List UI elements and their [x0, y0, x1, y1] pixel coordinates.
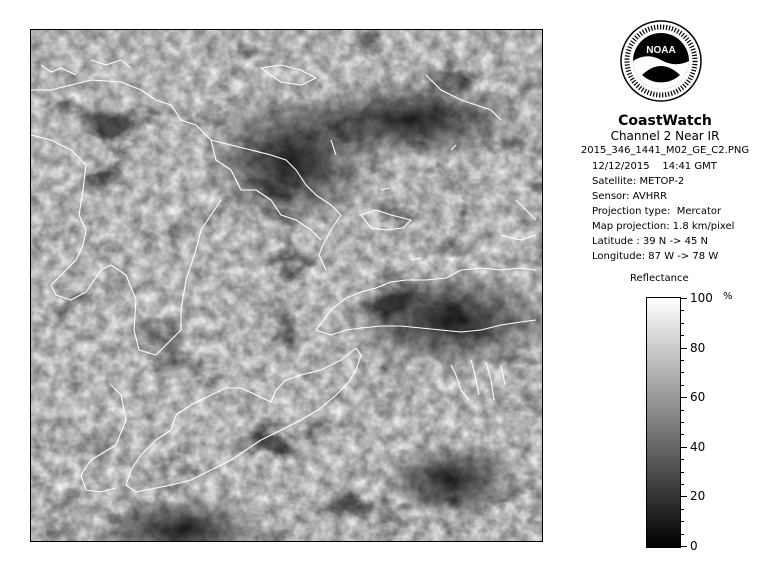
metadata-satellite: Satellite: METOP-2 — [592, 176, 685, 187]
metadata-datetime: 12/12/2015 14:41 GMT — [592, 161, 717, 172]
colorbar-tick-label: 80 — [690, 340, 706, 355]
colorbar-tick-label: 40 — [690, 439, 706, 454]
satellite-image — [30, 29, 543, 542]
colorbar-tick-label: 20 — [690, 489, 706, 504]
metadata-latitude: Latitude : 39 N -> 45 N — [592, 236, 708, 247]
channel-subtitle: Channel 2 Near IR — [610, 129, 720, 143]
legend-title: Reflectance — [630, 273, 689, 284]
colorbar-major-tick — [681, 496, 687, 497]
reflectance-colorbar — [646, 297, 681, 548]
colorbar-tick-label: 0 — [690, 539, 698, 553]
colorbar-minor-tick — [681, 310, 684, 311]
colorbar-major-tick — [681, 298, 687, 299]
colorbar-minor-tick — [681, 434, 684, 435]
colorbar-minor-tick — [681, 372, 684, 373]
colorbar-minor-tick — [681, 534, 684, 535]
colorbar-minor-tick — [681, 410, 684, 411]
colorbar-major-tick — [681, 447, 687, 448]
metadata-sensor: Sensor: AVHRR — [592, 191, 668, 202]
colorbar-minor-tick — [681, 335, 684, 336]
colorbar-tick-label: 100 — [690, 291, 713, 305]
colorbar-minor-tick — [681, 509, 684, 510]
metadata-projection-type: Projection type: Mercator — [592, 206, 722, 217]
colorbar-minor-tick — [681, 323, 684, 324]
colorbar-minor-tick — [681, 472, 684, 473]
colorbar-minor-tick — [681, 422, 684, 423]
logo-text: NOAA — [646, 45, 676, 56]
colorbar-minor-tick — [681, 360, 684, 361]
metadata-map-projection: Map projection: 1.8 km/pixel — [592, 221, 735, 232]
colorbar-major-tick — [681, 397, 687, 398]
app-title: CoastWatch — [618, 113, 712, 129]
legend-unit: % — [723, 291, 733, 302]
colorbar-minor-tick — [681, 521, 684, 522]
metadata-list — [592, 161, 782, 266]
noaa-logo-icon — [620, 20, 702, 102]
colorbar-minor-tick — [681, 459, 684, 460]
file-name: 2015_346_1441_M02_GE_C2.PNG — [580, 145, 750, 156]
metadata-longitude: Longitude: 87 W -> 78 W — [592, 251, 719, 262]
colorbar-tick-label: 60 — [690, 390, 706, 405]
colorbar-major-tick — [681, 546, 687, 547]
colorbar-major-tick — [681, 348, 687, 349]
colorbar-minor-tick — [681, 385, 684, 386]
colorbar-minor-tick — [681, 484, 684, 485]
